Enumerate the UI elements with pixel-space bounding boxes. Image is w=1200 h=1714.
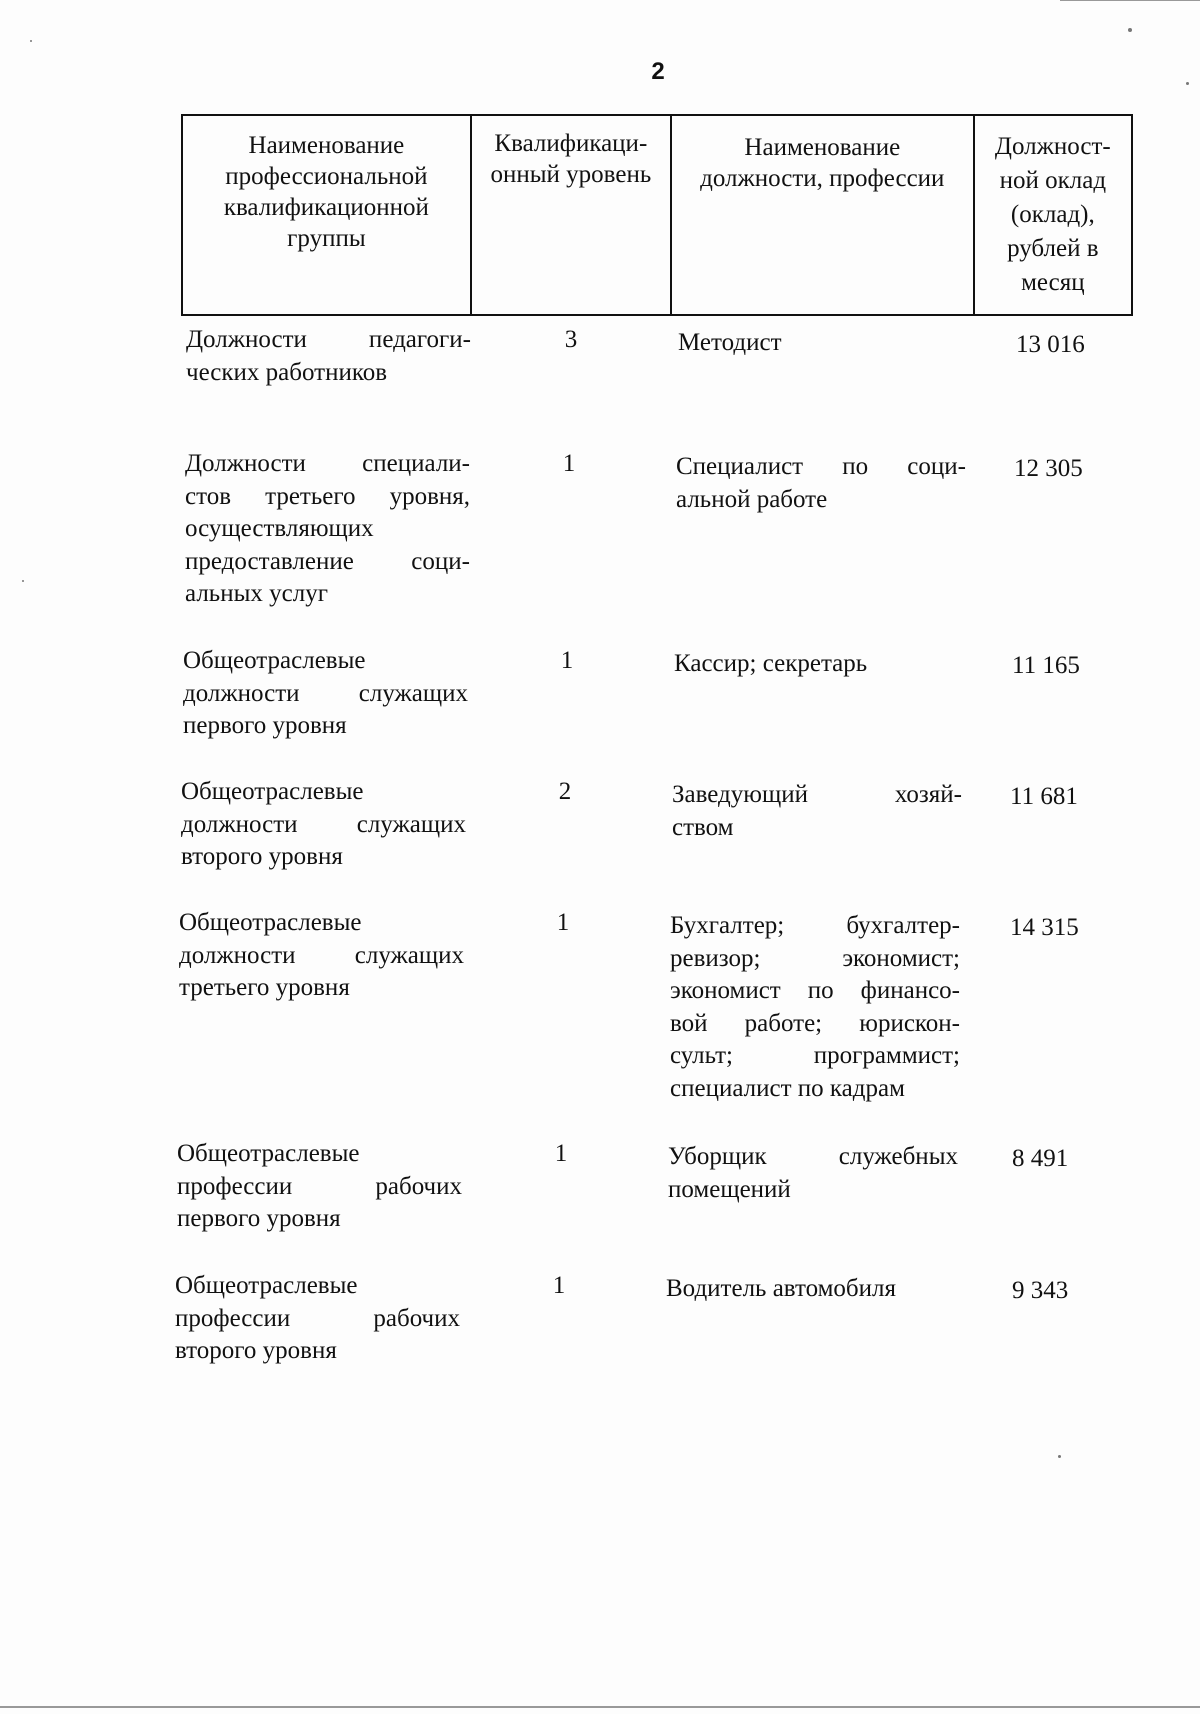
position-name: Кассир; секретарь	[674, 650, 868, 677]
qualification-level: 3	[564, 326, 578, 353]
position-name: Заведующий хозяй- ством	[672, 781, 962, 841]
qualification-level: 1	[554, 1140, 568, 1167]
salary-value: 11 165	[1012, 652, 1080, 679]
header-line: Наименование	[248, 132, 405, 159]
header-line: онный уровень	[490, 161, 652, 188]
scan-edge-line	[1060, 0, 1200, 1]
scan-edge-line	[0, 1706, 1200, 1708]
group-name: Общеотраслевые должности служащих второго уровня	[181, 778, 466, 870]
position-name: Методист	[678, 329, 782, 356]
header-line: группы	[287, 225, 366, 252]
header-line: Квалификаци-	[494, 130, 648, 157]
scan-speck	[1128, 28, 1132, 32]
qualification-level: 1	[562, 450, 576, 477]
group-name: Общеотраслевые профессии рабочих второго уровня	[175, 1272, 460, 1364]
header-line: (оклад),	[1010, 201, 1095, 228]
header-line: рублей в	[1007, 235, 1099, 262]
salary-value: 12 305	[1014, 455, 1083, 482]
scan-speck	[1058, 1455, 1061, 1458]
scan-speck	[22, 580, 24, 582]
salary-value: 13 016	[1016, 331, 1085, 358]
salary-value: 14 315	[1010, 914, 1079, 941]
header-line: должности, профессии	[700, 165, 945, 192]
qualification-level: 2	[558, 778, 572, 805]
qualification-level: 1	[556, 909, 570, 936]
position-name: Уборщик служебных помещений	[668, 1143, 958, 1203]
header-line: месяц	[1021, 269, 1085, 296]
qualification-level: 1	[560, 647, 574, 674]
position-name: Бухгалтер; бухгалтер- ревизор; экономист; экономист по финансо- вой работе; юрискон- сульт; программист; специалист по кадрам	[670, 912, 960, 1102]
header-line: Наименование	[744, 134, 901, 161]
scan-speck	[30, 40, 32, 42]
group-name: Должности педагоги- ческих работников	[186, 326, 471, 386]
position-name: Специалист по соци- альной работе	[676, 453, 966, 513]
page-number: 2	[651, 58, 665, 85]
salary-value: 11 681	[1010, 783, 1078, 810]
group-name: Общеотраслевые должности служащих первого уровня	[183, 647, 468, 739]
header-line: Должност-	[994, 133, 1111, 160]
group-name: Общеотраслевые должности служащих третьего уровня	[179, 909, 464, 1001]
salary-value: 9 343	[1012, 1277, 1069, 1304]
group-name: Должности специали- стов третьего уровня, осуществляющих предоставление соци- альных услуг	[185, 450, 470, 607]
position-name: Водитель автомобиля	[666, 1275, 896, 1302]
header-line: профессиональной	[225, 163, 428, 190]
header-line: квалификационной	[223, 194, 429, 221]
group-name: Общеотраслевые профессии рабочих первого уровня	[177, 1140, 462, 1232]
salary-value: 8 491	[1012, 1145, 1069, 1172]
scan-speck	[1186, 82, 1189, 85]
qualification-level: 1	[552, 1272, 566, 1299]
header-line: ной оклад	[999, 167, 1107, 194]
